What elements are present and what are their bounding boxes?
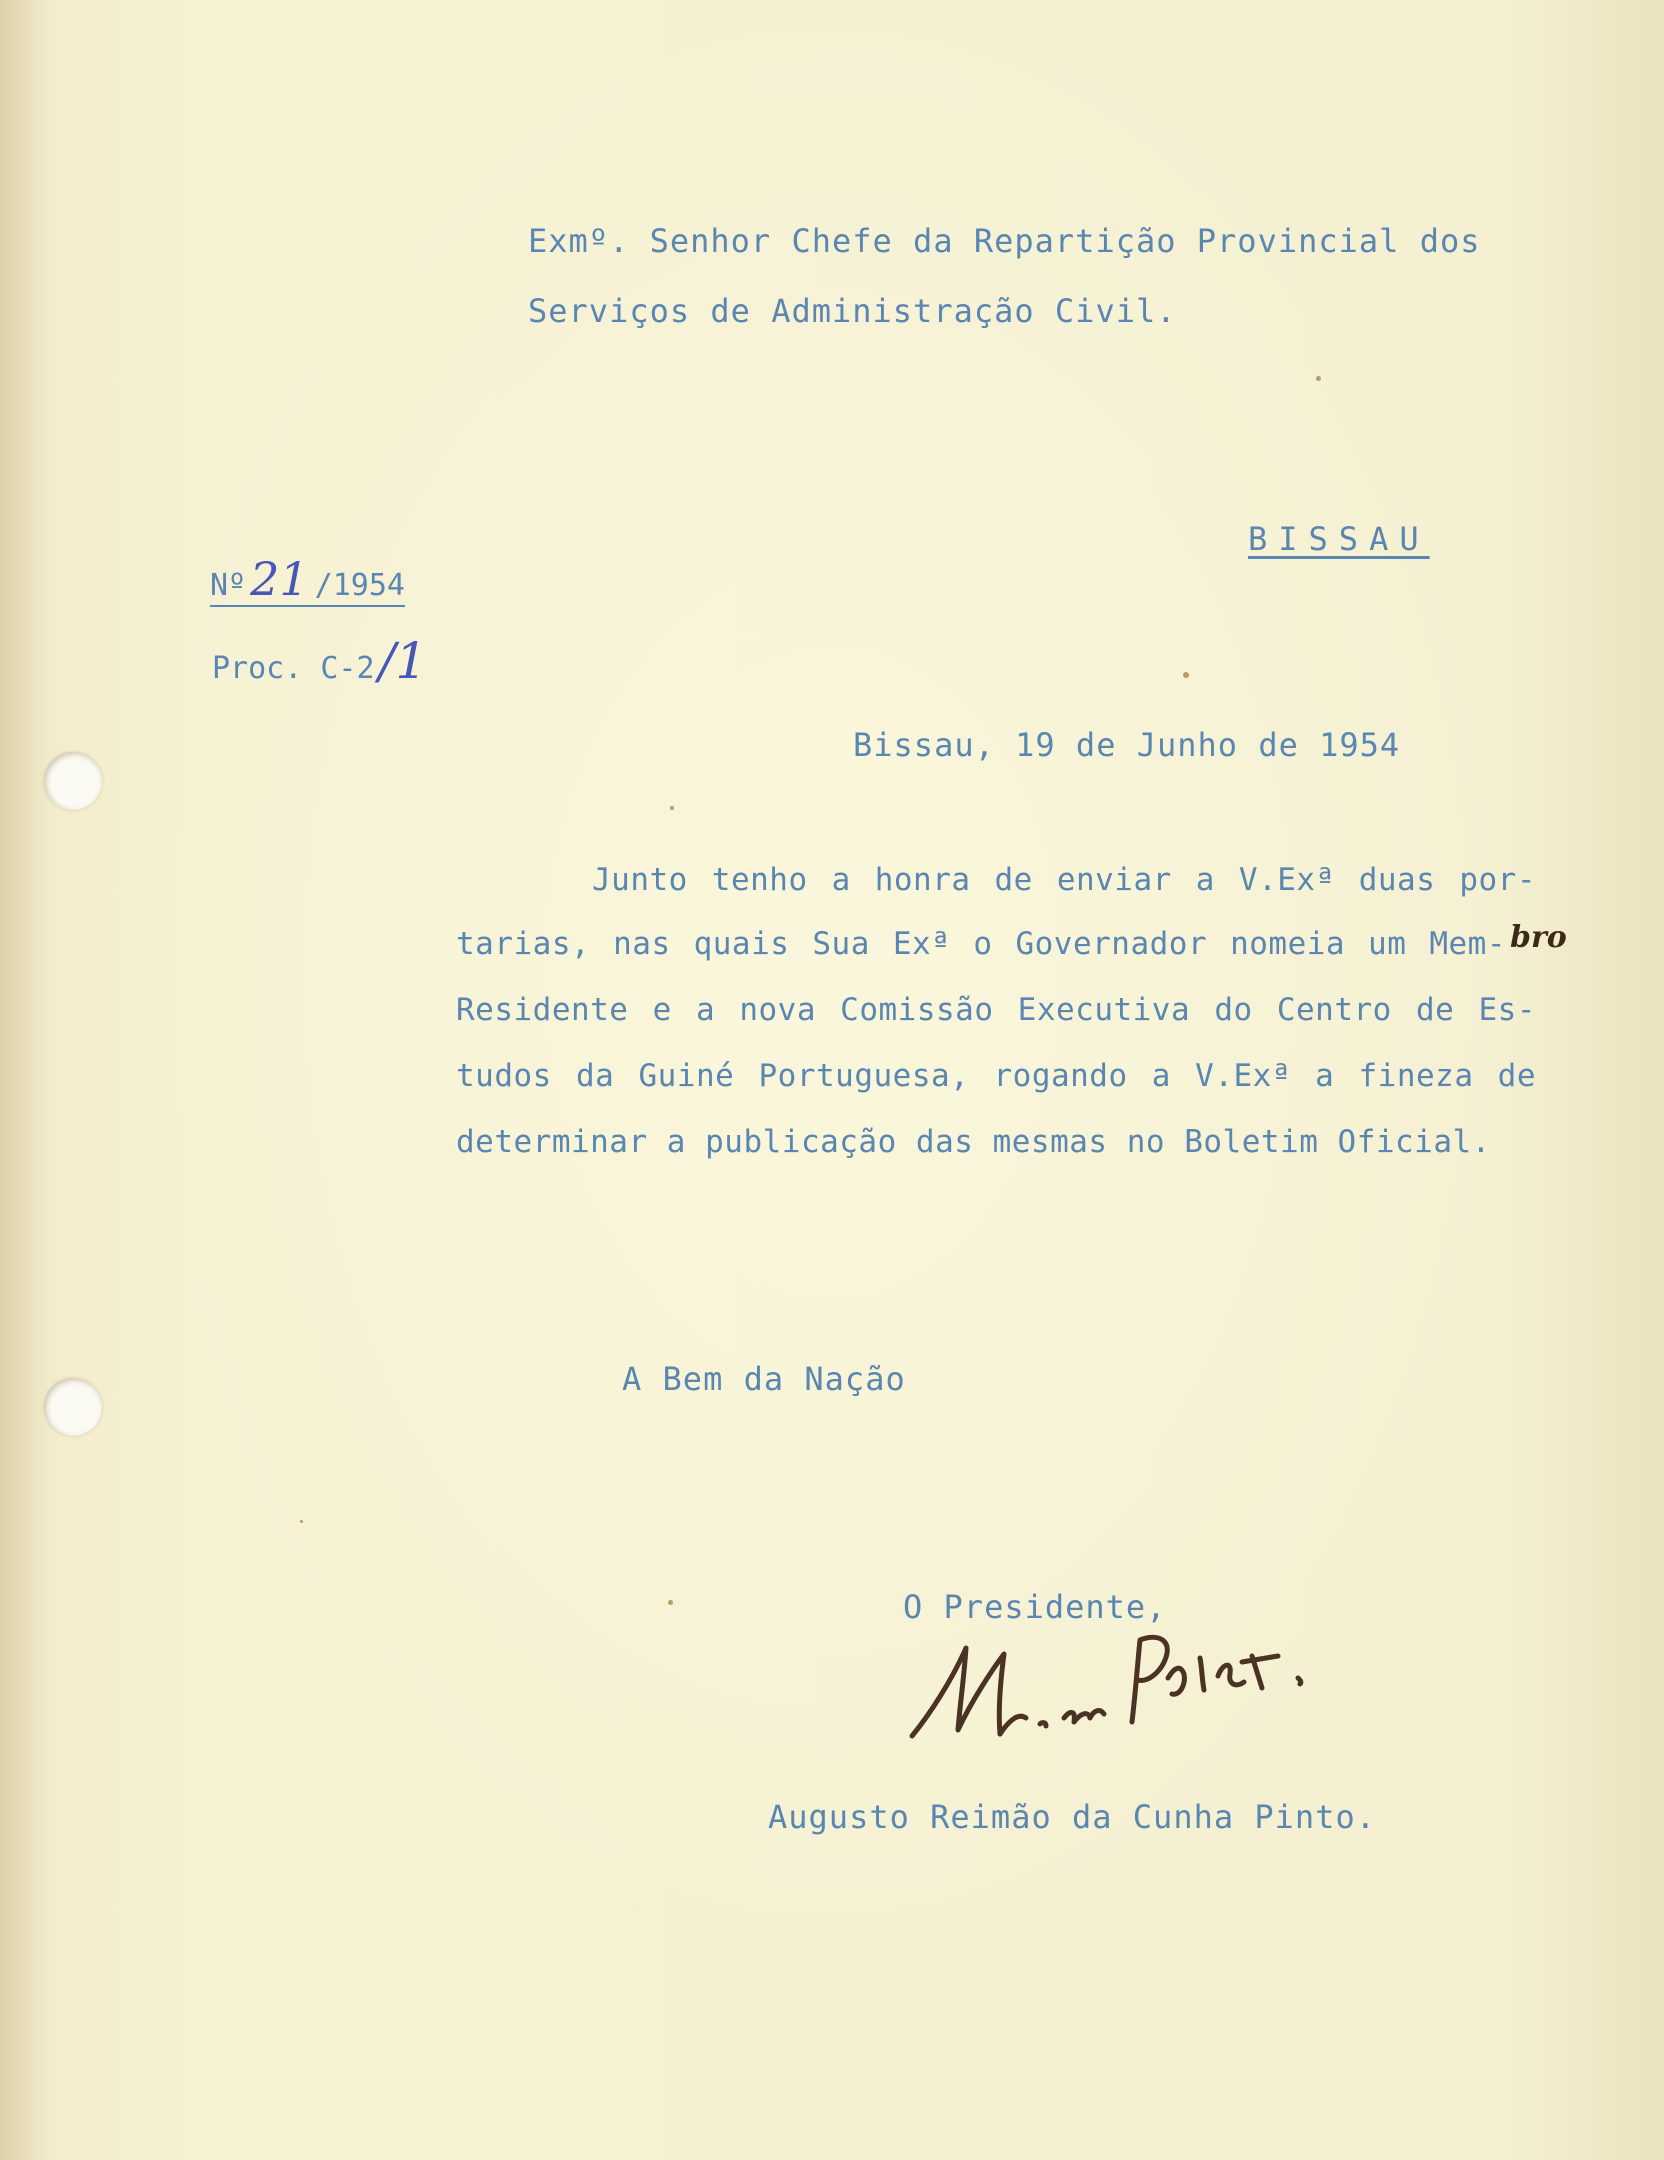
reference-number-year: /1954: [314, 568, 405, 603]
closing-salutation: A Bem da Nação: [622, 1360, 906, 1398]
signoff-title: O Presidente,: [903, 1588, 1167, 1626]
body-line-2: tarias, nas quais Sua Exª o Governador nomeia um Mem-: [456, 926, 1506, 962]
process-handwritten: /1: [378, 632, 428, 690]
signature: [900, 1618, 1340, 1758]
punch-hole-top: [44, 752, 102, 810]
addressee-line-1: Exmº. Senhor Chefe da Repartição Provincial dos: [528, 222, 1481, 260]
paper-speck: [1183, 672, 1189, 678]
place-header: BISSAU: [1248, 520, 1430, 558]
paper-speck: [300, 1520, 303, 1523]
addressee-line-2: Serviços de Administração Civil.: [528, 292, 1177, 330]
process-label: Proc. C-2: [212, 651, 375, 686]
paper-speck: [668, 1600, 673, 1605]
paper-edge: [0, 0, 48, 2160]
process-reference: [212, 632, 428, 690]
body-line-1: Junto tenho a honra de enviar a V.Exª duas por-: [592, 862, 1536, 898]
punch-hole-bottom: [44, 1378, 102, 1436]
signer-name: Augusto Reimão da Cunha Pinto.: [768, 1798, 1376, 1836]
paper-speck: [1316, 376, 1321, 381]
reference-number-handwritten: 21: [250, 552, 309, 606]
body-line-3: Residente e a nova Comissão Executiva do Centro de Es-: [456, 992, 1536, 1028]
reference-number: [210, 552, 405, 607]
paper-speck: [670, 806, 674, 810]
body-line-4: tudos da Guiné Portuguesa, rogando a V.Exª a fineza de: [456, 1058, 1536, 1094]
body-line-5: determinar a publicação das mesmas no Boletim Oficial.: [456, 1124, 1491, 1160]
handwritten-correction: bro: [1510, 920, 1567, 955]
date-line: Bissau, 19 de Junho de 1954: [853, 726, 1401, 764]
reference-number-prefix: Nº: [210, 568, 247, 603]
